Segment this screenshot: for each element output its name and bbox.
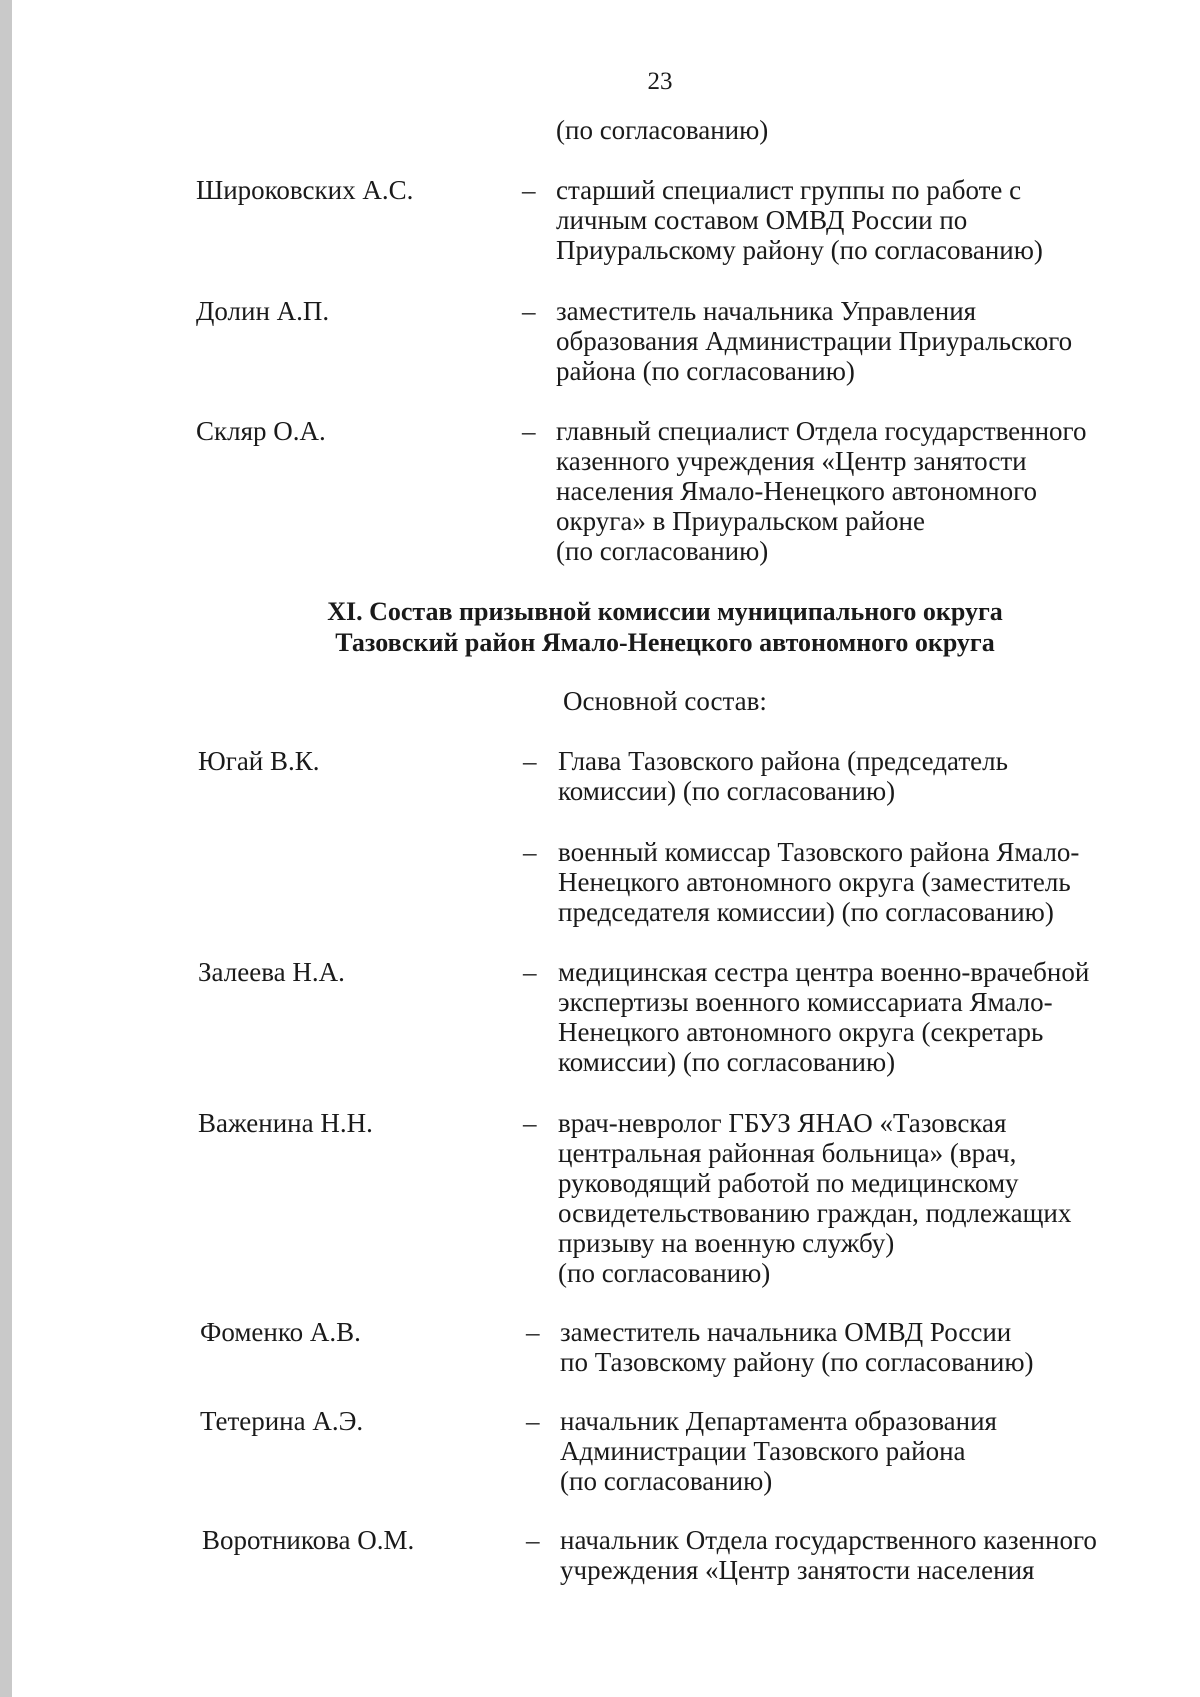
member-position	[560, 1406, 1130, 1496]
entry-dash: –	[522, 175, 536, 205]
section-heading	[0, 596, 1200, 658]
position-line: Приуральскому району (по согласованию)	[556, 235, 1043, 265]
position-line: освидетельствованию граждан, подлежащих	[558, 1198, 1072, 1228]
member-position	[558, 957, 1128, 1077]
position-line: начальник Департамента образования	[560, 1406, 997, 1436]
position-line: Ненецкого автономного округа (секретарь	[558, 1017, 1044, 1047]
position-line: военный комиссар Тазовского района Ямало-	[558, 837, 1080, 867]
member-name: Важенина Н.Н.	[198, 1108, 373, 1138]
member-position	[558, 1108, 1128, 1288]
member-name: Фоменко А.В.	[200, 1317, 361, 1347]
position-line: Глава Тазовского района (председатель	[558, 746, 1008, 776]
entry-dash: –	[523, 837, 537, 867]
position-line: казенного учреждения «Центр занятости	[556, 446, 1027, 476]
position-line: медицинская сестра центра военно-врачебной	[558, 957, 1090, 987]
member-position	[560, 1317, 1130, 1377]
member-position	[558, 746, 1128, 806]
position-line: (по согласованию)	[560, 1466, 773, 1496]
entry-dash: –	[526, 1406, 540, 1436]
position-line: Администрации Тазовского района	[560, 1436, 966, 1466]
position-line: округа» в Приуральском районе	[556, 506, 925, 536]
carryover-line: (по согласованию)	[556, 115, 769, 145]
position-line: комиссии) (по согласованию)	[558, 776, 896, 806]
member-name: Воротникова О.М.	[202, 1525, 415, 1555]
position-line: учреждения «Центр занятости населения	[560, 1555, 1035, 1585]
position-line: призыву на военную службу)	[558, 1228, 895, 1258]
member-name: Широковских А.С.	[196, 175, 414, 205]
position-line: заместитель начальника Управления	[556, 296, 977, 326]
position-line: центральная районная больница» (врач,	[558, 1138, 1017, 1168]
position-line: личным составом ОМВД России по	[556, 205, 968, 235]
entry-dash: –	[523, 746, 537, 776]
entry-dash: –	[523, 957, 537, 987]
member-name: Залеева Н.А.	[198, 957, 345, 987]
position-line: Ненецкого автономного округа (заместитель	[558, 867, 1071, 897]
entry-dash: –	[523, 1108, 537, 1138]
position-line: по Тазовскому району (по согласованию)	[560, 1347, 1034, 1377]
position-line: начальник Отдела государственного казенного	[560, 1525, 1097, 1555]
member-name: Тетерина А.Э.	[200, 1406, 364, 1436]
position-line: населения Ямало-Ненецкого автономного	[556, 476, 1037, 506]
position-line: заместитель начальника ОМВД России	[560, 1317, 1012, 1347]
position-line: главный специалист Отдела государственного	[556, 416, 1087, 446]
member-position	[558, 837, 1128, 927]
entry-dash: –	[522, 296, 536, 326]
section-heading-line: Тазовский район Ямало-Ненецкого автономного округа	[335, 628, 995, 657]
section-subheading: Основной состав:	[563, 686, 767, 716]
scan-edge	[0, 0, 12, 1697]
position-line: врач-невролог ГБУЗ ЯНАО «Тазовская	[558, 1108, 1007, 1138]
page-number: 23	[647, 68, 673, 95]
position-line: образования Администрации Приуральского	[556, 326, 1073, 356]
member-position	[556, 416, 1126, 566]
position-line: экспертизы военного комиссариата Ямало-	[558, 987, 1053, 1017]
section-heading-line: XI. Состав призывной комиссии муниципального округа	[327, 597, 1003, 626]
member-name: Долин А.П.	[196, 296, 330, 326]
entry-dash: –	[522, 416, 536, 446]
position-line: старший специалист группы по работе с	[556, 175, 1022, 205]
position-line: председателя комиссии) (по согласованию)	[558, 897, 1054, 927]
entry-dash: –	[526, 1525, 540, 1555]
entry-dash: –	[526, 1317, 540, 1347]
position-line: (по согласованию)	[556, 536, 769, 566]
member-position	[556, 296, 1126, 386]
position-line: комиссии) (по согласованию)	[558, 1047, 896, 1077]
member-position	[560, 1525, 1130, 1585]
position-line: руководящий работой по медицинскому	[558, 1168, 1019, 1198]
member-name: Скляр О.А.	[196, 416, 326, 446]
position-line: (по согласованию)	[558, 1258, 771, 1288]
member-position	[556, 175, 1126, 265]
position-line: района (по согласованию)	[556, 356, 855, 386]
member-name: Югай В.К.	[198, 746, 320, 776]
